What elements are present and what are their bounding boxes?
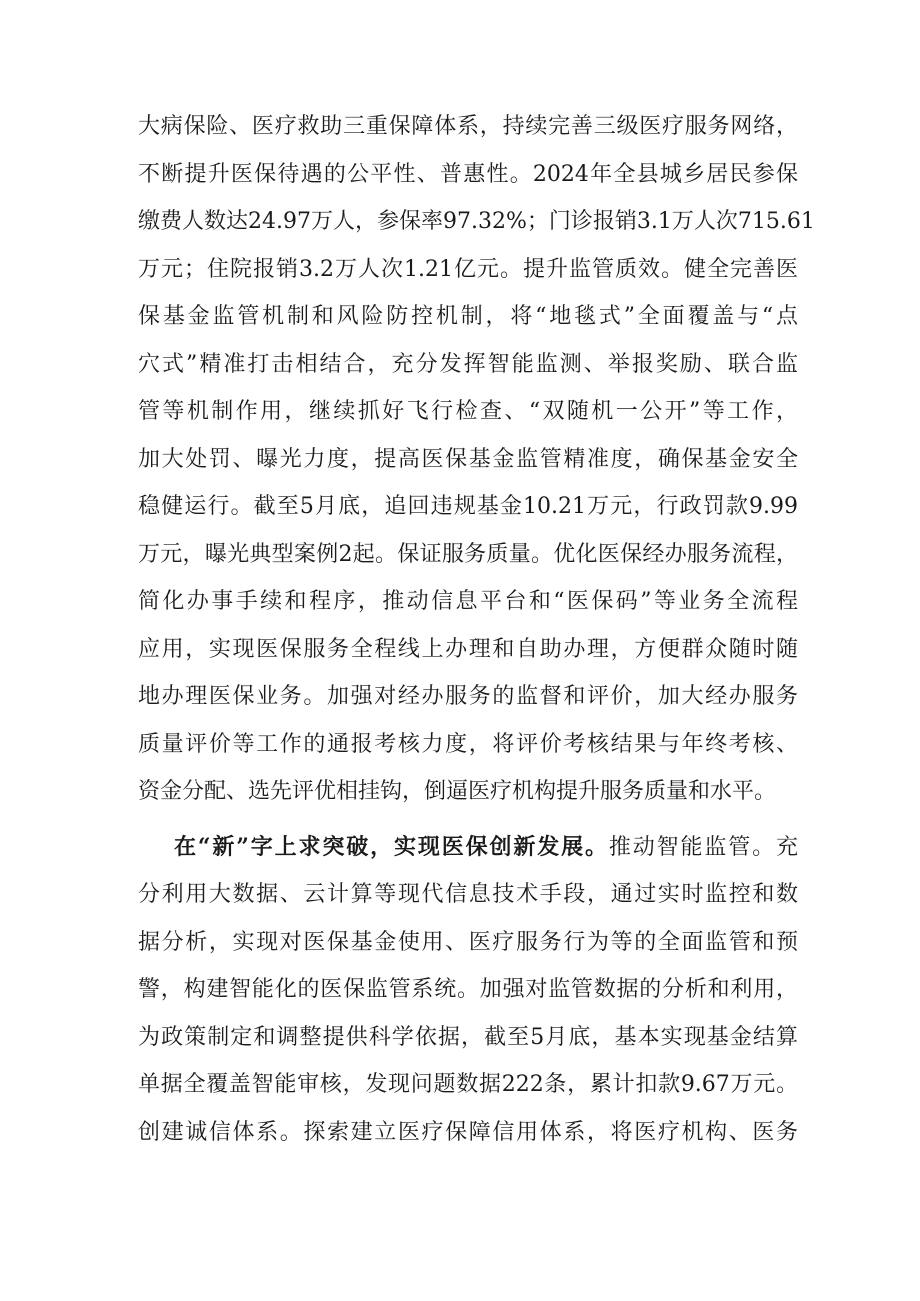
text-line: 简化办事手续和程序，推动信息平台和“医保码”等业务全流程 [138, 589, 798, 614]
text-line: 据分析，实现对医保基金使用、医疗服务行为等的全面监管和预 [138, 929, 798, 955]
text-line: 保基金监管机制和风险防控机制，将“地毯式”全面覆盖与“点 [138, 304, 798, 329]
text-line: 管等机制作用，继续抓好飞行检查、“双随机一公开”等工作， [138, 399, 798, 424]
text-line: 不断提升医保待遇的公平性、普惠性。2024年全县城乡居民参保 [138, 161, 798, 187]
text-line: 大病保险、医疗救助三重保障体系，持续完善三级医疗服务网络， [138, 114, 798, 139]
text-line: 地办理医保业务。加强对经办服务的监督和评价，加大经办服务 [138, 684, 798, 709]
text-line: 为政策制定和调整提供科学依据，截至5月底，基本实现基金结算 [138, 1024, 798, 1050]
text-line: 单据全覆盖智能审核，发现问题数据222条，累计扣款9.67万元。 [138, 1072, 798, 1097]
paragraph-2 [138, 824, 798, 1157]
paragraph-gap [138, 816, 798, 824]
text-line: 缴费人数达24.97万人，参保率97.32%；门诊报销3.1万人次715.61 [138, 209, 815, 234]
text-line: 应用，实现医保服务全程线上办理和自助办理，方便群众随时随 [138, 636, 798, 662]
text-line: 万元；住院报销3.2万人次1.21亿元。提升监管质效。健全完善医 [138, 256, 798, 282]
text-line: 穴式”精准打击相结合，充分发挥智能监测、举报奖励、联合监 [138, 351, 798, 377]
text-line: 万元，曝光典型案例2起。保证服务质量。优化医保经办服务流程， [138, 541, 798, 567]
heading-line-rest: 推动智能监管。充 [608, 834, 798, 860]
text-line: 资金分配、选先评优相挂钩，倒逼医疗机构提升服务质量和水平。 [138, 779, 777, 804]
text-line: 警，构建智能化的医保监管系统。加强对监管数据的分析和利用， [138, 977, 798, 1002]
text-line [138, 824, 798, 872]
body-text [138, 103, 815, 1156]
text-line: 分利用大数据、云计算等现代信息技术手段，通过实时监控和数 [138, 882, 798, 907]
text-line: 质量评价等工作的通报考核力度，将评价考核结果与年终考核、 [138, 731, 798, 757]
text-line: 创建诚信体系。探索建立医疗保障信用体系，将医疗机构、医务 [138, 1119, 798, 1145]
text-line: 加大处罚、曝光力度，提高医保基金监管精准度，确保基金安全 [138, 446, 798, 472]
paragraph-heading: 在“新”字上求突破，实现医保创新发展。 [174, 833, 609, 860]
text-line: 稳健运行。截至5月底，追回违规基金10.21万元，行政罚款9.99 [138, 494, 798, 519]
paragraph-1 [138, 103, 815, 816]
